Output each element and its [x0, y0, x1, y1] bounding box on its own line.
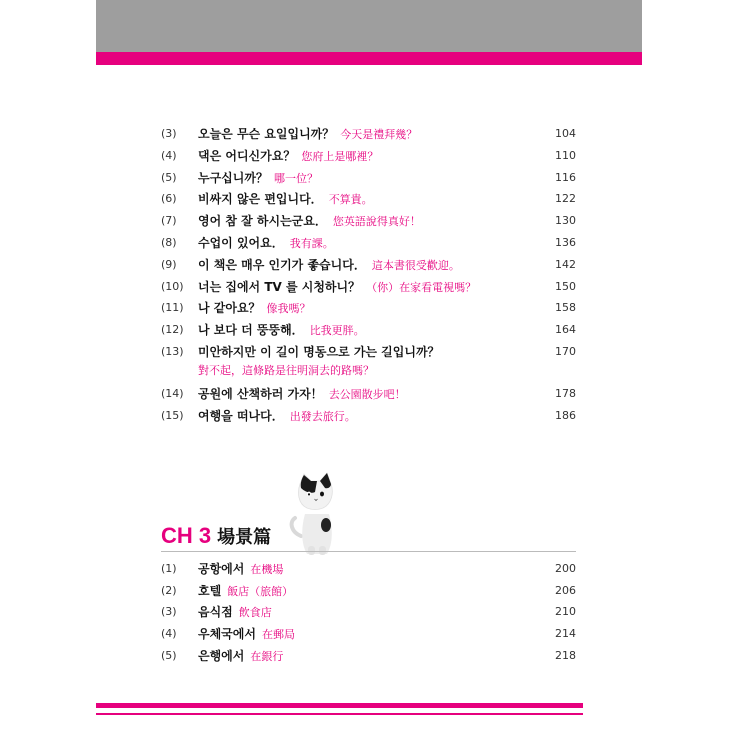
- toc-number: (6): [161, 192, 177, 205]
- toc-translation: 您英語說得真好！: [332, 215, 421, 228]
- toc-page: 200: [555, 562, 576, 575]
- toc-number: (4): [161, 149, 177, 162]
- toc-page: 206: [555, 584, 576, 597]
- toc-number: (2): [161, 584, 177, 597]
- toc-row[interactable]: [161, 343, 576, 361]
- toc-page: 178: [555, 387, 576, 400]
- toc-title: 여행을 떠나다． 出發去旅行。: [198, 409, 356, 423]
- toc-translation: 飯店（旅館）: [227, 585, 294, 598]
- toc-number: (12): [161, 323, 184, 336]
- toc-page: 104: [555, 127, 576, 140]
- toc-title: 영어 참 잘 하시는군요． 您英語說得真好！: [198, 214, 421, 228]
- toc-page: 170: [555, 345, 576, 358]
- toc-row[interactable]: [161, 385, 576, 403]
- toc-translation: 在機場: [250, 563, 284, 576]
- toc-translation: 這本書很受歡迎。: [371, 259, 460, 272]
- toc-translation: 您府上是哪裡？: [301, 150, 379, 163]
- toc-page: 186: [555, 409, 576, 422]
- footer-pink-band: [96, 703, 583, 708]
- toc-row[interactable]: [161, 256, 576, 274]
- toc-page: 110: [555, 149, 576, 162]
- toc-number: (11): [161, 301, 184, 314]
- toc-page: 142: [555, 258, 576, 271]
- toc-number: (15): [161, 409, 184, 422]
- toc-row[interactable]: [161, 560, 576, 578]
- toc-row[interactable]: [161, 278, 576, 296]
- toc-title: 수업이 있어요． 我有課。: [198, 236, 334, 250]
- cat-illustration-icon: [287, 470, 343, 556]
- toc-row[interactable]: [161, 603, 576, 621]
- toc-page: 122: [555, 192, 576, 205]
- toc-translation: 今天是禮拜幾？: [340, 128, 418, 141]
- toc-translation: 不算貴。: [328, 193, 373, 206]
- toc-page: 116: [555, 171, 576, 184]
- toc-title: 나 보다 더 뚱뚱해． 比我更胖。: [198, 323, 365, 337]
- toc-number: (3): [161, 127, 177, 140]
- toc-number: (7): [161, 214, 177, 227]
- toc-row[interactable]: [161, 234, 576, 252]
- toc-translation: 去公園散步吧！: [328, 388, 406, 401]
- footer-pink-rule: [96, 713, 583, 715]
- toc-number: (10): [161, 280, 184, 293]
- toc-title: 비싸지 않은 편입니다． 不算貴。: [198, 192, 373, 206]
- toc-row[interactable]: [161, 212, 576, 230]
- toc-row[interactable]: [161, 647, 576, 665]
- chapter-heading: [161, 522, 271, 552]
- toc-title: 누구십니까？ 哪一位？: [198, 171, 318, 185]
- toc-page: 150: [555, 280, 576, 293]
- toc-translation: 哪一位？: [273, 172, 318, 185]
- toc-row[interactable]: [161, 125, 576, 143]
- toc-page: 158: [555, 301, 576, 314]
- toc-page: 136: [555, 236, 576, 249]
- toc-title: 공원에 산책하러 가자！ 去公園散步吧！: [198, 387, 406, 401]
- toc-row[interactable]: [161, 407, 576, 425]
- toc-translation: 對不起，這條路是往明洞去的路嗎？: [198, 364, 374, 377]
- toc-page: 218: [555, 649, 576, 662]
- toc-number: (14): [161, 387, 184, 400]
- toc-page: 214: [555, 627, 576, 640]
- toc-translation: 像我嗎？: [266, 302, 311, 315]
- toc-row[interactable]: [161, 147, 576, 165]
- chapter-name: 場景篇: [217, 527, 272, 548]
- toc-number: (3): [161, 605, 177, 618]
- chapter-divider: [161, 551, 576, 552]
- toc-title: 우체국에서 在郵局: [198, 627, 295, 641]
- toc-number: (8): [161, 236, 177, 249]
- toc-translation: 在郵局: [261, 628, 295, 641]
- toc-row[interactable]: [161, 190, 576, 208]
- toc-number: (9): [161, 258, 177, 271]
- toc-page: 164: [555, 323, 576, 336]
- toc-number: (13): [161, 345, 184, 358]
- toc-row[interactable]: [161, 582, 576, 600]
- toc-title: 공항에서 在機場: [198, 562, 284, 576]
- toc-number: (5): [161, 171, 177, 184]
- toc-page: 130: [555, 214, 576, 227]
- toc-translation: 出發去旅行。: [289, 410, 356, 423]
- toc-number: (1): [161, 562, 177, 575]
- toc-number: (5): [161, 649, 177, 662]
- toc-page: 210: [555, 605, 576, 618]
- toc-title: 음식점 飲食店: [198, 605, 272, 619]
- toc-translation: 飲食店: [238, 606, 272, 619]
- toc-title: 너는 집에서 TV 를 시청하니？ （你）在家看電視嗎？: [198, 280, 477, 294]
- header-pink-band: [96, 52, 642, 65]
- chapter-label: CH 3: [161, 523, 212, 548]
- toc-row[interactable]: [161, 299, 576, 317]
- toc-translation: 在銀行: [250, 650, 284, 663]
- toc-translation: 我有課。: [289, 237, 334, 250]
- toc-title: 오늘은 무슨 요일입니까？ 今天是禮拜幾？: [198, 127, 418, 141]
- toc-title: 이 책은 매우 인기가 좋습니다． 這本書很受歡迎。: [198, 258, 460, 272]
- toc-row[interactable]: [161, 625, 576, 643]
- toc-title: 댁은 어디신가요？ 您府上是哪裡？: [198, 149, 379, 163]
- toc-translation: （你）在家看電視嗎？: [366, 281, 477, 294]
- toc-number: (4): [161, 627, 177, 640]
- toc-title: 호텔 飯店（旅館）: [198, 584, 294, 598]
- toc-row[interactable]: [161, 169, 576, 187]
- toc-row[interactable]: [161, 321, 576, 339]
- header-gray-band: [96, 0, 642, 52]
- toc-title: 미안하지만 이 길이 명동으로 가는 길입니까？: [198, 345, 440, 359]
- toc-title: 은행에서 在銀行: [198, 649, 284, 663]
- toc-title: 나 같아요？ 像我嗎？: [198, 301, 311, 315]
- toc-translation: 比我更胖。: [309, 324, 365, 337]
